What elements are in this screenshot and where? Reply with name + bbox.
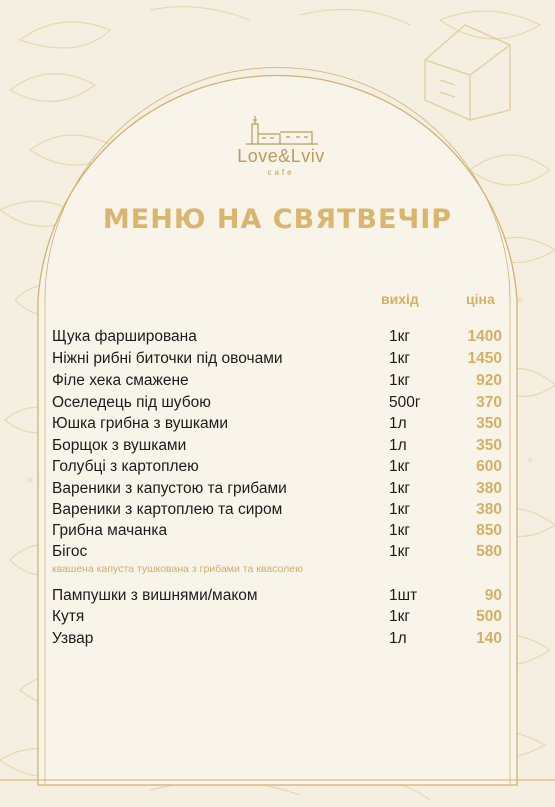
item-portion: 500г (389, 394, 421, 411)
menu-item (52, 415, 504, 436)
item-portion: 1кг (389, 543, 411, 560)
bigos-note: квашена капуста тушкована з грибами та квасолею (52, 563, 303, 575)
item-name: Грибна мачанка (52, 522, 168, 539)
menu-item (52, 480, 504, 501)
item-portion: 1кг (389, 372, 411, 389)
cafe-logo (222, 110, 340, 182)
item-portion: 1л (389, 630, 407, 647)
menu-item (52, 501, 504, 522)
item-price: 380 (476, 501, 502, 518)
menu-item (52, 608, 504, 629)
item-name: Оселедець під шубою (52, 394, 211, 411)
item-price: 380 (476, 480, 502, 497)
menu-item (52, 437, 504, 458)
item-price: 350 (476, 437, 502, 454)
page-title: МЕНЮ НА СВЯТВЕЧІР (102, 204, 453, 235)
building-icon (222, 110, 340, 146)
brand-name: Love&Lviv (237, 146, 325, 166)
menu-item (52, 458, 504, 479)
menu-item (52, 328, 504, 349)
item-portion: 1кг (389, 328, 411, 345)
price-header: ціна (466, 291, 495, 307)
item-price: 580 (476, 543, 502, 560)
item-portion: 1л (389, 437, 407, 454)
menu-item (52, 522, 504, 543)
menu-item (52, 587, 504, 608)
item-portion: 1кг (389, 350, 411, 367)
item-price: 1450 (467, 350, 502, 367)
item-name: Голубці з картоплею (52, 458, 199, 475)
menu-item (52, 630, 504, 651)
item-name: Ніжні рибні биточки під овочами (52, 350, 283, 367)
item-price: 500 (476, 608, 502, 625)
item-price: 350 (476, 415, 502, 432)
item-price: 370 (476, 394, 502, 411)
item-price: 90 (484, 587, 502, 604)
item-portion: 1шт (389, 587, 418, 604)
item-name: Узвар (52, 630, 94, 647)
item-name: Пампушки з вишнями/маком (52, 587, 258, 604)
menu-item (52, 372, 504, 393)
item-name: Вареники з картоплею та сиром (52, 501, 283, 518)
item-price: 600 (476, 458, 502, 475)
item-portion: 1л (389, 415, 407, 432)
item-price: 140 (476, 630, 502, 647)
item-portion: 1кг (389, 522, 411, 539)
menu-item (52, 394, 504, 415)
item-portion: 1кг (389, 501, 411, 518)
menu-item (52, 543, 504, 564)
item-price: 920 (476, 372, 502, 389)
item-portion: 1кг (389, 608, 411, 625)
portion-header: вихід (381, 291, 419, 307)
item-price: 850 (476, 522, 502, 539)
brand-sub: cafe (267, 168, 295, 177)
item-name: Борщок з вушками (52, 437, 187, 454)
item-portion: 1кг (389, 480, 411, 497)
item-name: Філе хека смажене (52, 372, 189, 389)
item-name: Щука фарширована (52, 328, 197, 345)
menu-item (52, 350, 504, 371)
item-name: Бігос (52, 543, 88, 560)
item-name: Кутя (52, 608, 85, 625)
item-name: Юшка грибна з вушками (52, 415, 228, 432)
item-name: Вареники з капустою та грибами (52, 480, 287, 497)
item-price: 1400 (467, 328, 502, 345)
item-portion: 1кг (389, 458, 411, 475)
